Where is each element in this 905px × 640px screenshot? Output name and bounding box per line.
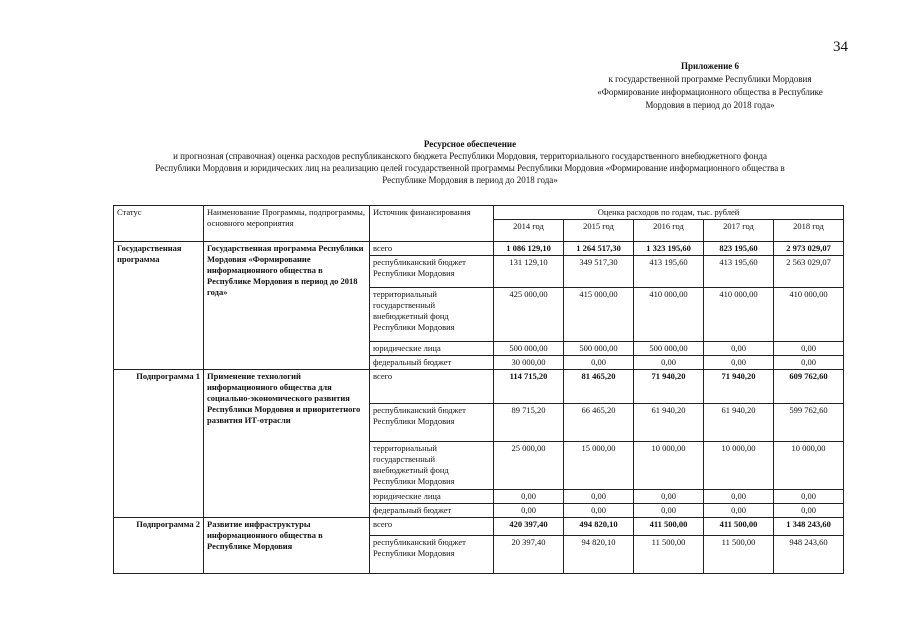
value-cell: 0,00 [774,490,844,504]
appendix-line: к государственной программе Республики Мордовия [608,74,812,84]
source-cell: республиканский бюджет Республики Мордовия [370,404,494,442]
value-cell: 411 500,00 [634,518,704,536]
value-cell: 0,00 [774,504,844,518]
header-year: 2018 год [774,220,844,242]
value-cell: 410 000,00 [704,288,774,342]
header-year: 2014 год [494,220,564,242]
value-cell: 413 195,60 [704,256,774,288]
value-cell: 609 762,60 [774,370,844,404]
value-cell: 494 820,10 [564,518,634,536]
appendix-block [520,60,900,112]
value-cell: 20 397,40 [494,536,564,574]
value-cell: 823 195,60 [704,242,774,256]
value-cell: 11 500,00 [634,536,704,574]
value-cell: 599 762,60 [774,404,844,442]
value-cell: 25 000,00 [494,442,564,490]
value-cell: 81 465,20 [564,370,634,404]
value-cell: 411 500,00 [704,518,774,536]
status-cell: Подпрограмма 1 [114,370,204,518]
value-cell: 0,00 [494,490,564,504]
value-cell: 71 940,20 [704,370,774,404]
resource-table [113,205,844,574]
value-cell: 420 397,40 [494,518,564,536]
source-cell: федеральный бюджет [370,356,494,370]
value-cell: 89 715,20 [494,404,564,442]
header-year: 2016 год [634,220,704,242]
status-cell: Подпрограмма 2 [114,518,204,574]
value-cell: 0,00 [564,504,634,518]
heading-title: Ресурсное обеспечение [423,139,517,149]
source-cell: федеральный бюджет [370,504,494,518]
value-cell: 0,00 [634,490,704,504]
header-status: Статус [114,206,204,242]
header-year: 2017 год [704,220,774,242]
value-cell: 500 000,00 [634,342,704,356]
appendix-title: Приложение 6 [680,61,740,71]
value-cell: 500 000,00 [494,342,564,356]
source-cell: территориальный государственный внебюджетный фонд Республики Мордовия [370,288,494,342]
header-year: 2015 год [564,220,634,242]
value-cell: 66 465,20 [564,404,634,442]
table-row [114,242,844,256]
value-cell: 1 323 195,60 [634,242,704,256]
value-cell: 2 563 029,07 [774,256,844,288]
value-cell: 415 000,00 [564,288,634,342]
value-cell: 30 000,00 [494,356,564,370]
table-row [114,518,844,536]
value-cell: 11 500,00 [704,536,774,574]
source-cell: территориальный государственный внебюджетный фонд Республики Мордовия [370,442,494,490]
value-cell: 1 348 243,60 [774,518,844,536]
value-cell: 1 264 517,30 [564,242,634,256]
document-heading [110,138,830,186]
appendix-line: Мордовия в период до 2018 года» [645,100,775,110]
value-cell: 61 940,20 [634,404,704,442]
source-cell: республиканский бюджет Республики Мордовия [370,256,494,288]
program-name-cell: Применение технологий информационного общества для социально-экономического развития Республики Мордовия и приоритетного развития ИТ-отрасли [204,370,370,518]
value-cell: 0,00 [704,342,774,356]
value-cell: 500 000,00 [564,342,634,356]
value-cell: 10 000,00 [704,442,774,490]
value-cell: 114 715,20 [494,370,564,404]
table-row [114,370,844,404]
value-cell: 0,00 [564,356,634,370]
value-cell: 410 000,00 [774,288,844,342]
appendix-line: «Формирование информационного общества в Республике [597,87,823,97]
value-cell: 131 129,10 [494,256,564,288]
program-name-cell: Развитие инфраструктуры информационного общества в Республике Мордовия [204,518,370,574]
value-cell: 0,00 [704,504,774,518]
value-cell: 71 940,20 [634,370,704,404]
value-cell: 0,00 [774,356,844,370]
source-cell: всего [370,518,494,536]
page-number: 34 [833,39,848,55]
value-cell: 10 000,00 [634,442,704,490]
value-cell: 0,00 [774,342,844,356]
value-cell: 349 517,30 [564,256,634,288]
value-cell: 0,00 [494,504,564,518]
header-source: Источник финансирования [370,206,494,242]
value-cell: 0,00 [634,504,704,518]
source-cell: юридические лица [370,490,494,504]
value-cell: 1 086 129,10 [494,242,564,256]
source-cell: всего [370,370,494,404]
source-cell: всего [370,242,494,256]
value-cell: 10 000,00 [774,442,844,490]
header-estimate: Оценка расходов по годам, тыс. рублей [494,206,844,220]
value-cell: 948 243,60 [774,536,844,574]
header-name: Наименование Программы, подпрограммы, основного мероприятия [204,206,370,242]
heading-line: Республики Мордовия и юридических лиц на реализацию целей государственной программы Республики Мордовия «Формирование информационного общества в [155,163,785,173]
source-cell: юридические лица [370,342,494,356]
value-cell: 413 195,60 [634,256,704,288]
value-cell: 94 820,10 [564,536,634,574]
program-name-cell: Государственная программа Республики Мордовия «Формирование информационного общества в Республике Мордовия в период до 2018 года» [204,242,370,370]
value-cell: 0,00 [704,356,774,370]
value-cell: 2 973 029,07 [774,242,844,256]
table-body [114,242,844,574]
value-cell: 410 000,00 [634,288,704,342]
value-cell: 0,00 [634,356,704,370]
status-cell: Государственная программа [114,242,204,370]
value-cell: 61 940,20 [704,404,774,442]
value-cell: 0,00 [704,490,774,504]
source-cell: республиканский бюджет Республики Мордовия [370,536,494,574]
value-cell: 425 000,00 [494,288,564,342]
value-cell: 15 000,00 [564,442,634,490]
value-cell: 0,00 [564,490,634,504]
heading-line: и прогнозная (справочная) оценка расходов республиканского бюджета Республики Мордовия, территориального государственного внебюджетного фонда [173,151,767,161]
heading-line: Республике Мордовия в период до 2018 года» [382,175,558,185]
